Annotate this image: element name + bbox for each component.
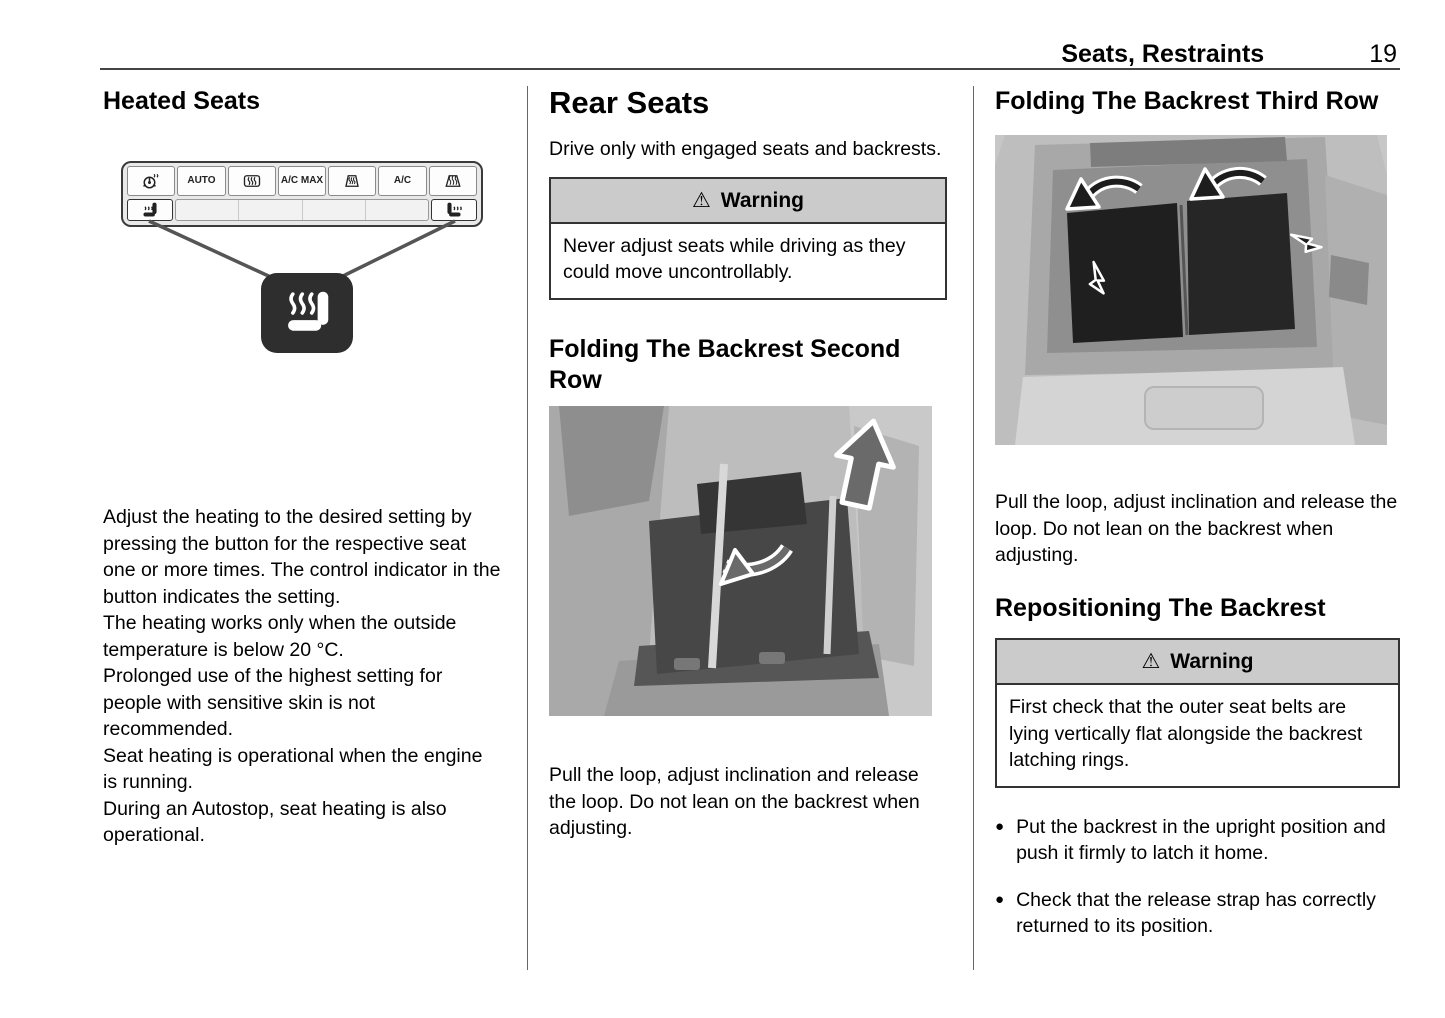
paragraph: Seat heating is operational when the engine is running. <box>103 744 483 794</box>
bullet-item <box>995 814 1400 867</box>
column-third-row <box>995 86 1400 940</box>
paragraph: The heating works only when the outside temperature is below 20 °C. <box>103 612 457 661</box>
heated-seat-badge-icon <box>278 287 336 339</box>
warning-box-body: Never adjust seats while driving as they could move uncontrollably. <box>551 224 945 298</box>
bullet-icon: ● <box>995 817 1005 835</box>
heading-heated-seats: Heated Seats <box>103 87 261 115</box>
rear-seats-intro: Drive only with engaged seats and backrests. <box>549 138 942 161</box>
ac-button: A/C <box>378 166 426 196</box>
page-header <box>100 40 1397 69</box>
bullet-text: Check that the release strap has correctly returned to its position. <box>1016 888 1376 937</box>
warning-box-header <box>551 179 945 224</box>
heading-repositioning: Repositioning The Backrest <box>995 593 1326 622</box>
heading-rear-seats: Rear Seats <box>549 85 710 120</box>
bullet-item <box>995 887 1400 940</box>
column-divider-1 <box>527 86 528 970</box>
second-row-backrest-image <box>549 406 932 716</box>
paragraph: Adjust the heating to the desired setting by pressing the button for the respective seat one or more times. The control indicator in the button indicates the setting. <box>103 506 501 608</box>
heading-folding-second-row: Folding The Backrest Second Row <box>549 334 901 394</box>
column-heated-seats <box>103 86 501 849</box>
third-row-caption: Pull the loop, adjust inclination and release the loop. Do not lean on the backrest when adjusting. <box>995 491 1398 567</box>
heated-seats-text <box>103 504 501 849</box>
warning-title: Warning <box>1170 650 1254 673</box>
warning-box-header <box>997 640 1398 685</box>
heated-seat-badge <box>261 273 353 353</box>
heated-seats-illustration <box>103 145 501 450</box>
auto-button: AUTO <box>177 166 225 196</box>
second-row-caption: Pull the loop, adjust inclination and release the loop. Do not lean on the backrest when adjusting. <box>549 764 920 840</box>
warning-triangle-icon: ⚠ <box>1141 650 1161 673</box>
page-number: 19 <box>1369 40 1397 68</box>
third-row-backrest-image <box>995 135 1387 445</box>
column-rear-seats <box>549 86 947 842</box>
chapter-title: Seats, Restraints <box>1061 40 1265 68</box>
header-divider <box>100 68 1400 70</box>
warning-triangle-icon: ⚠ <box>691 188 711 212</box>
ac-max-button: A/C MAX <box>278 166 326 196</box>
column-divider-2 <box>973 86 974 970</box>
bullet-icon: ● <box>995 890 1005 908</box>
bullet-text: Put the backrest in the upright position and push it firmly to latch it home. <box>1016 815 1386 864</box>
warning-box-body: First check that the outer seat belts are lying vertically flat alongside the backrest latching rings. <box>997 685 1398 786</box>
paragraph: Prolonged use of the highest setting for people with sensitive skin is not recommended. <box>103 665 443 741</box>
paragraph: During an Autostop, seat heating is also operational. <box>103 797 447 847</box>
heading-folding-third-row: Folding The Backrest Third Row <box>995 87 1379 115</box>
warning-box <box>549 177 947 300</box>
warning-title: Warning <box>720 188 805 212</box>
warning-box <box>995 638 1400 788</box>
